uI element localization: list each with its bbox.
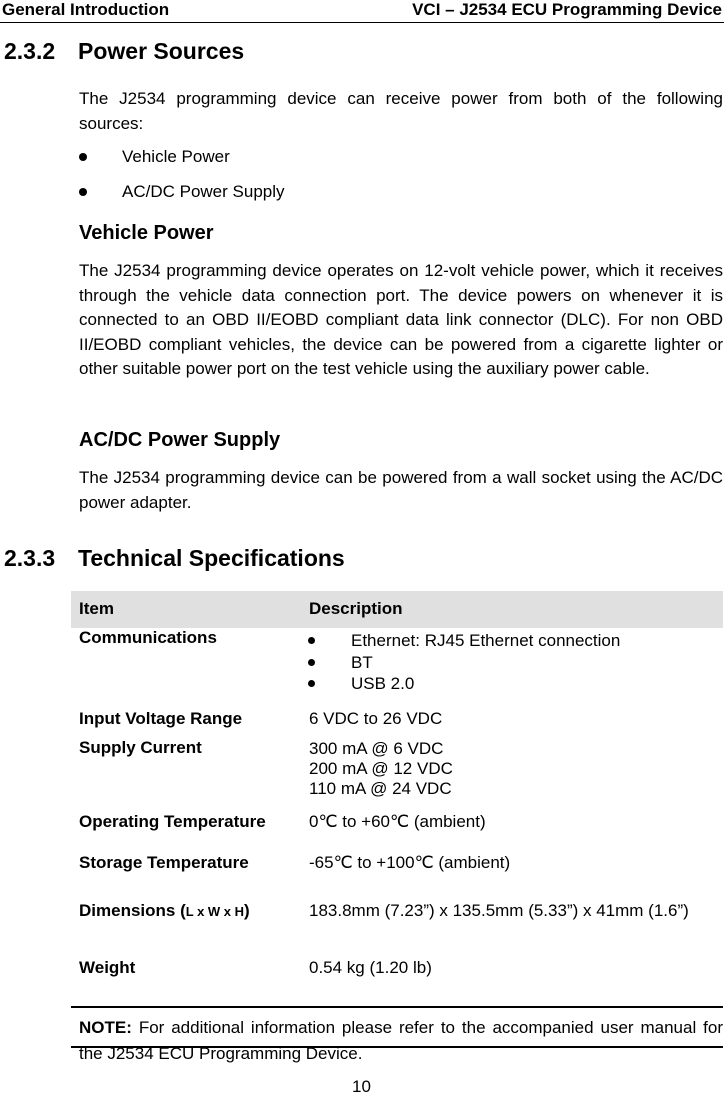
spec-value-operating-temp: 0℃ to +60℃ (ambient): [309, 812, 486, 831]
vehicle-power-paragraph: The J2534 programming device operates on 12-volt vehicle power, which it receives through the vehicle data connection port. The device powers on whenever it is connected to an OBD II/EOBD compliant data link connector (DLC). For non OBD II/EOBD compliant vehicles, the device can be powered from a cigarette lighter or other suitable power port on the test vehicle using the auxiliary power cable.: [79, 261, 723, 378]
list-item: USB 2.0: [307, 673, 620, 695]
section-heading-power-sources: [4, 38, 244, 65]
spec-value-supply-current: 300 mA @ 6 VDC 200 mA @ 12 VDC 110 mA @ 24 VDC: [309, 739, 453, 798]
spec-label-operating-temp: Operating Temperature: [79, 812, 266, 831]
spec-label-communications: Communications: [79, 628, 217, 647]
subheading-acdc-power: AC/DC Power Supply: [79, 429, 281, 451]
section-heading-technical-specs: [4, 545, 345, 572]
subheading-vehicle-power: Vehicle Power: [79, 222, 214, 244]
section-title: Power Sources: [78, 38, 245, 64]
spec-value-input-voltage: 6 VDC to 26 VDC: [309, 709, 443, 728]
section-number: 2.3.2: [4, 38, 56, 64]
note-text: [79, 1015, 723, 1067]
column-header-item: Item: [79, 599, 114, 618]
spec-label-input-voltage: Input Voltage Range: [79, 709, 243, 728]
page-number: 10: [352, 1077, 371, 1096]
power-intro-paragraph: The J2534 programming device can receive power from both of the following sources:: [79, 89, 723, 133]
acdc-power-paragraph: The J2534 programming device can be powered from a wall socket using the AC/DC power adapter.: [79, 468, 723, 512]
bullet-dot-icon: [79, 188, 87, 196]
note-label: NOTE:: [79, 1018, 132, 1037]
note-box: [71, 1006, 723, 1063]
section-title: Technical Specifications: [78, 545, 345, 571]
bullet-dot-icon: [308, 637, 315, 644]
list-item: Ethernet: RJ45 Ethernet connection: [307, 630, 620, 652]
spec-value-dimensions: 183.8mm (7.23”) x 135.5mm (5.33”) x 41mm (1.6”): [309, 901, 689, 920]
bullet-dot-icon: [308, 659, 315, 666]
spec-value-storage-temp: -65℃ to +100℃ (ambient): [309, 853, 511, 872]
list-item: BT: [307, 652, 620, 674]
column-header-description: Description: [309, 599, 403, 618]
header-chapter-title: General Introduction: [2, 0, 170, 19]
header-document-title: VCI – J2534 ECU Programming Device: [412, 0, 722, 19]
bullet-dot-icon: [308, 680, 315, 687]
spec-value-communications: [307, 630, 620, 695]
spec-label-dimensions: Dimensions (L x W x H): [79, 901, 250, 920]
spec-label-supply-current: Supply Current: [79, 738, 202, 757]
spec-table-header: [71, 591, 723, 628]
bullet-dot-icon: [79, 153, 87, 161]
note-body: For additional information please refer to the accompanied user manual for the J2534 ECU Programming Device.: [79, 1018, 723, 1063]
page-header: [0, 0, 724, 23]
section-number: 2.3.3: [4, 545, 56, 571]
spec-value-weight: 0.54 kg (1.20 lb): [309, 958, 432, 977]
spec-label-weight: Weight: [79, 958, 136, 977]
spec-label-storage-temp: Storage Temperature: [79, 853, 249, 872]
